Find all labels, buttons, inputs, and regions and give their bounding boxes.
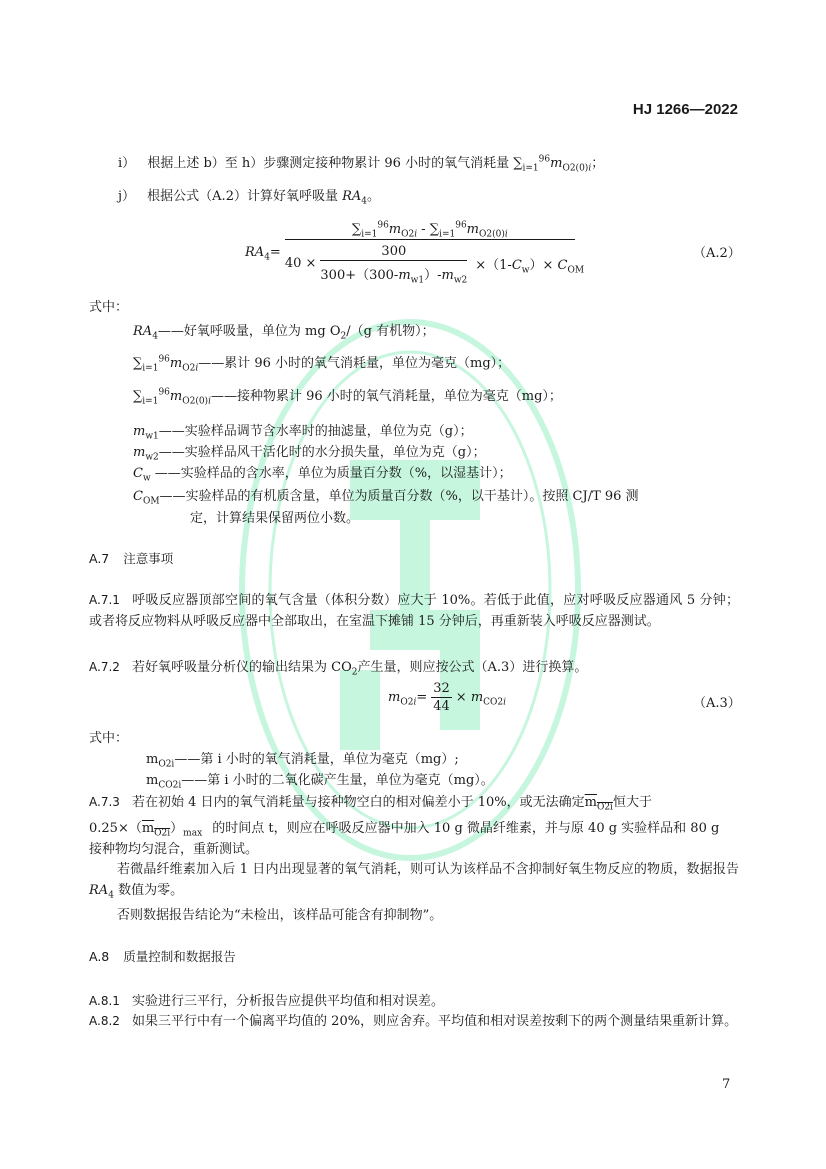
formula-a3: $m_{O2i}=$ $\frac{32}{44}$ × $m_{CO2i}$ (388, 681, 507, 714)
step-j-marker: j） (118, 189, 136, 204)
para-a7-2-tail: 产生量，则应按公式（A.3）进行换算。 (357, 660, 588, 675)
formula-a2-times1: ×（1- (475, 258, 512, 273)
def-com-text: ——实验样品的有机质含量，单位为质量百分数（%，以干基计）。按照 CJ/T 96 测 (159, 489, 639, 504)
def-sum-mo2-0: $\sum_{i=1}^{96}m_{O2(0)i}——$接种物累计 96 小时的氧气消耗量，单位为毫克（mg）； (133, 387, 562, 407)
formula-a2-num-300: 300 (320, 244, 467, 261)
def-ra4-tail: /（g 有机物）； (346, 324, 435, 339)
para-a7-2-text: 若好氧呼吸量分析仪的输出结果为 CO (132, 660, 352, 675)
para-a8-2 (89, 1011, 739, 1032)
step-i-marker: i） (118, 156, 136, 171)
para-a8-1 (89, 990, 444, 1009)
para-a8-2-number: A.8.2 (89, 1014, 120, 1028)
defs-a3-intro: 式中： (89, 731, 129, 746)
section-a8-title: 质量控制和数据报告 (123, 949, 236, 964)
document-code: HJ 1266—2022 (632, 101, 738, 118)
para-a7-5: 否则数据报告结论为“未检出，该样品可能含有抑制物”。 (117, 908, 443, 923)
def-com-cont: 定，计算结果保留两位小数。 (190, 511, 360, 526)
def-sum-mo2: $\sum_{i=1}^{96}m_{O2i}——$累计 96 小时的氧气消耗量，单位为毫克（mg）； (133, 354, 511, 374)
para-a7-2: A.7.2 若好氧呼吸量分析仪的输出结果为 $CO_2$产生量，则应按公式（A.3）进行换算。 (89, 660, 588, 678)
formula-a3-number: （A.3） (693, 696, 741, 711)
step-i (118, 152, 605, 174)
formula-a2-den-300: 300+（300- (320, 268, 399, 283)
formula-a3-denominator: 44 (433, 699, 450, 714)
def-mco2i: $m_{CO2i}——$第 i 小时的二氧化碳产生量，单位为毫克（mg）。 (146, 773, 494, 791)
para-a8-1-text: 实验进行三平行，分析报告应提供平均值和相对误差。 (132, 994, 445, 1009)
def-ra4: $RA_4——$好氧呼吸量，单位为 mg $O_2/(g$ 有机物）； (133, 324, 435, 342)
para-a7-3-text-d: 的时间点 t，则应在呼吸反应器中加入 10 g 微晶纤维素，并与原 40 g 实验样品和 80 g (212, 821, 720, 836)
def-mo2i-text: ——第 i 小时的氧气消耗量，单位为毫克（mg）; (174, 752, 459, 767)
step-i-formula: $\sum_{i=1}^{96}m_{O2(0)i}$； (513, 154, 605, 174)
formula-a2-number: （A.2） (693, 246, 741, 261)
def-mo2i: $m_{O2i}——$第 i 小时的氧气消耗量，单位为毫克（mg）; (146, 752, 459, 770)
para-a7-4-text: 若微晶纤维素加入后 1 日内出现显著的氧气消耗，则可认为该样品不含抑制好氧生物反应的物质，数据报告 (117, 862, 739, 877)
formula-a2-den-tail: ）- (424, 268, 442, 283)
para-a8-2-text: 如果三平行中有一个偏离平均值的 20%，则应舍弃。平均值和相对误差按剩下的两个测量结果重新计算。 (132, 1014, 738, 1029)
formula-a2-lhs-sub: 4 (264, 252, 270, 263)
def-mw2-text: ——实验样品风干活化时的水分损失量，单位为克（g）； (158, 445, 486, 460)
step-j-tail: 。 (367, 189, 381, 204)
para-a7-3-text-c: 0.25×（ (89, 821, 142, 836)
def-mw1-text: ——实验样品调节含水率时的抽滤量，单位为克（g）； (158, 424, 473, 439)
defs-a2-intro: 式中： (89, 300, 129, 315)
formula-a2-denom-40: 40 × (284, 256, 317, 271)
formula-a3-numerator: 32 (433, 681, 450, 696)
para-a7-3-text-b: 恒大于 (612, 795, 652, 810)
para-a8-1-number: A.8.1 (89, 994, 120, 1008)
page-number: 7 (722, 1077, 731, 1092)
para-a7-1-text: 呼吸反应器顶部空间的氧气含量（体积分数）应大于 10%。若低于此值，应对呼吸反应器通风 5 分钟；或者将反应物料从呼吸反应器中全部取出，在室温下摊铺 15 分钟后，再重新装入呼吸反应器测试。 (89, 593, 739, 629)
para-a7-4: 若微晶纤维素加入后 1 日内出现显著的氧气消耗，则可认为该样品不含抑制好氧生物反应的物质，数据报告 $RA_4$ 数值为零。 (89, 862, 739, 901)
section-a7-title: 注意事项 (123, 551, 174, 566)
para-a7-3-line2: $0.25\times(m_{O2i})_{max}$ 的时间点 t，则应在呼吸反应器中加入 10 g 微晶纤维素，并与原 40 g 实验样品和 80 g (89, 821, 720, 839)
para-a7-1 (89, 590, 739, 632)
def-com: $C_{OM}——$实验样品的有机质含量，单位为质量百分数（%，以干基计）。按照 CJ/T 96 测 (133, 489, 639, 507)
def-sum-mo2-0-text: ——接种物累计 96 小时的氧气消耗量，单位为毫克（mg）； (210, 389, 562, 404)
step-j: j） 根据公式（A.2）计算好氧呼吸量 $RA_4$。 (118, 189, 381, 207)
section-a8-number: A.8 (89, 949, 110, 964)
para-a7-3-line3: 接种物均匀混合，重新测试。 (89, 842, 259, 857)
def-sum-mo2-text: ——累计 96 小时的氧气消耗量，单位为毫克（mg）； (198, 356, 511, 371)
def-mw2: $m_{w2}——$实验样品风干活化时的水分损失量，单位为克（g）； (133, 445, 486, 463)
para-a7-4-tail: 数值为零。 (118, 883, 184, 898)
formula-a2-lhs: RA (245, 245, 265, 260)
def-mw1: $m_{w1}——$实验样品调节含水率时的抽滤量，单位为克（g）； (133, 424, 473, 442)
para-a7-3-text-a: 若在初始 4 日内的氧气消耗量与接种物空白的相对偏差小于 10%，或无法确定 (132, 795, 585, 810)
para-a7-3-line1: A.7.3 若在初始 4 日内的氧气消耗量与接种物空白的相对偏差小于 10%，或无法确定$m_{O2i}$恒大于 (89, 795, 652, 813)
def-cw-text: ——实验样品的含水率，单位为质量百分数（%，以湿基计）； (150, 466, 512, 481)
formula-a2: $RA_4=$ $\sum_{i=1}^{96}m_{O2i} - \sum_{i=1}^{96}m_{O2(0)i}$ 40 × $\frac{300}{300+(300-m_{w1})-m_{w2}}$ $\times(1-C_w)\times C_{OM}$ (245, 220, 585, 286)
section-a8-heading (89, 947, 236, 965)
section-a7-heading (89, 549, 173, 567)
para-a7-2-number: A.7.2 (89, 660, 120, 674)
step-i-text: 根据上述 b）至 h）步骤测定接种物累计 96 小时的氧气消耗量 (147, 156, 510, 171)
def-ra4-text: ——好氧呼吸量，单位为 mg O (157, 324, 341, 339)
section-a7-number: A.7 (89, 551, 110, 566)
def-mco2i-text: ——第 i 小时的二氧化碳产生量，单位为毫克（mg）。 (181, 773, 494, 788)
def-cw: $C_w$ ——实验样品的含水率，单位为质量百分数（%，以湿基计）； (133, 466, 512, 484)
para-a7-1-number: A.7.1 (89, 593, 120, 607)
formula-a2-times2: ）× (529, 258, 554, 273)
step-j-text: 根据公式（A.2）计算好氧呼吸量 (147, 189, 338, 204)
para-a7-3-number: A.7.3 (89, 795, 120, 809)
